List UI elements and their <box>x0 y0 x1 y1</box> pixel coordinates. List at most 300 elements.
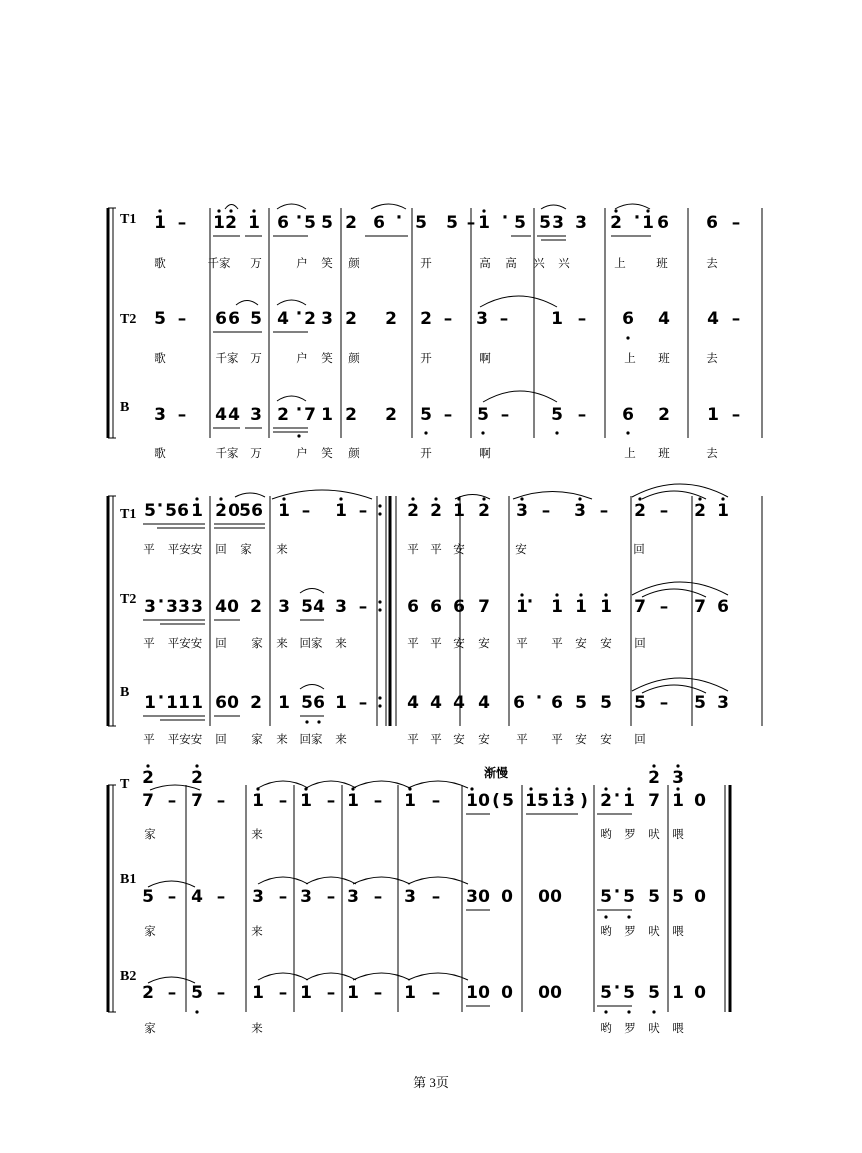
note: 0 <box>550 887 562 907</box>
note: 0 <box>694 791 706 811</box>
dotted-rhythm: · <box>395 208 403 228</box>
low-octave-dot <box>555 431 558 434</box>
note: 2 <box>694 501 706 521</box>
note: 6 <box>513 693 525 713</box>
slur-tie <box>632 484 728 497</box>
high-octave-dot <box>282 497 285 500</box>
slur-tie <box>235 493 265 497</box>
dash-hold: – <box>278 791 288 811</box>
note: 6 <box>407 597 419 617</box>
lyric: 平 <box>430 732 442 746</box>
dash-hold: – <box>659 501 669 521</box>
note: 1 <box>248 213 260 233</box>
dash-hold: – <box>499 309 509 329</box>
note: 3 <box>574 501 586 521</box>
high-octave-dot <box>195 764 198 767</box>
note: 2 <box>225 213 237 233</box>
part-label-t2: T2 <box>120 592 137 607</box>
low-octave-dot <box>317 720 320 723</box>
note: 1 <box>404 791 416 811</box>
slur-tie <box>541 205 566 209</box>
slur-tie <box>632 582 728 595</box>
note: 6 <box>453 597 465 617</box>
repeat-dot <box>378 512 381 515</box>
note: 7 <box>304 405 316 425</box>
slur-tie <box>353 877 410 884</box>
dash-hold: – <box>326 791 336 811</box>
lyric: 班 <box>658 446 670 460</box>
dotted-rhythm: · <box>156 496 164 516</box>
note: 4 <box>277 309 289 329</box>
lyric: 歌 <box>154 351 166 365</box>
lyric: 户 <box>296 446 308 460</box>
note: 5 <box>301 693 313 713</box>
lyric: 回 <box>215 732 227 746</box>
dash-hold: – <box>431 983 441 1003</box>
note: 2 <box>420 309 432 329</box>
lyric: 家 <box>240 542 252 556</box>
lyric: 喂 <box>672 827 684 841</box>
dotted-rhythm: · <box>633 208 641 228</box>
note: 6 <box>430 597 442 617</box>
lyric: 哟 <box>600 1021 612 1035</box>
lyric: 开 <box>420 446 432 460</box>
dotted-rhythm: · <box>157 592 165 612</box>
note: 5 <box>600 983 612 1003</box>
note: 2 <box>385 309 397 329</box>
part-label-b1: B1 <box>120 872 137 887</box>
note: 5 <box>623 983 635 1003</box>
lyric: 回 <box>215 542 227 556</box>
slur-tie <box>480 296 557 307</box>
lyric: 来 <box>276 732 288 746</box>
slur-tie <box>306 877 356 884</box>
slur-tie <box>300 685 324 690</box>
high-octave-dot <box>652 764 655 767</box>
lyric: 上 <box>614 256 626 270</box>
note: 5 <box>539 213 551 233</box>
note: 5 <box>144 501 156 521</box>
slur-tie <box>642 589 706 597</box>
slur-tie <box>272 490 372 499</box>
lyric: 啊 <box>479 351 491 365</box>
note: 3 <box>300 887 312 907</box>
note: 1 <box>252 791 264 811</box>
upper-note: 3 <box>672 768 684 788</box>
low-octave-dot <box>627 915 630 918</box>
high-octave-dot <box>520 593 523 596</box>
note: 0 <box>694 983 706 1003</box>
note: 5 <box>304 213 316 233</box>
dash-hold: – <box>659 597 669 617</box>
high-octave-dot <box>604 787 607 790</box>
note: 3 <box>563 791 575 811</box>
note: 2 <box>610 213 622 233</box>
lyric: 吠 <box>648 1021 660 1035</box>
repeat-dot <box>378 504 381 507</box>
lyric: 平安安 <box>167 732 203 746</box>
high-octave-dot <box>638 497 641 500</box>
note: 1 <box>252 983 264 1003</box>
note: 5 <box>301 597 313 617</box>
note: 5 <box>648 983 660 1003</box>
note: 1 <box>278 501 290 521</box>
note: 1 <box>717 501 729 521</box>
note: 1 <box>516 597 528 617</box>
lyric: 颜 <box>348 446 360 460</box>
high-octave-dot <box>195 497 198 500</box>
note: 5 <box>250 309 262 329</box>
note: 1 <box>278 693 290 713</box>
note: 1 <box>623 791 635 811</box>
lyric: 笑 <box>321 351 333 365</box>
note: 7 <box>478 597 490 617</box>
note: 4 <box>215 405 227 425</box>
lyric: 高 <box>505 256 517 270</box>
lyric: 万 <box>250 256 262 270</box>
note: 3 <box>321 309 333 329</box>
low-octave-dot <box>481 431 484 434</box>
note: 5 <box>446 213 458 233</box>
lyric: 颜 <box>348 351 360 365</box>
low-octave-dot <box>297 434 300 437</box>
lyric: 家 <box>251 636 263 650</box>
lyric: 笑 <box>321 256 333 270</box>
note: 7 <box>142 791 154 811</box>
low-octave-dot <box>626 336 629 339</box>
note: 1 <box>525 791 537 811</box>
dash-hold: – <box>167 887 177 907</box>
part-label-t1: T1 <box>120 212 137 227</box>
lyric: 平 <box>430 636 442 650</box>
note: 1 <box>551 597 563 617</box>
dash-hold: – <box>443 309 453 329</box>
lyric: 万 <box>250 446 262 460</box>
note: 5 <box>514 213 526 233</box>
note: 3 <box>552 213 564 233</box>
note: 3 <box>250 405 262 425</box>
slur-tie <box>642 685 706 693</box>
high-octave-dot <box>627 787 630 790</box>
repeat-dot <box>378 704 381 707</box>
dash-hold: – <box>301 501 311 521</box>
slur-tie <box>483 391 557 402</box>
lyric: 开 <box>420 351 432 365</box>
note: 4 <box>228 405 240 425</box>
note: 2 <box>215 501 227 521</box>
note: 6 <box>277 213 289 233</box>
dash-hold: – <box>326 983 336 1003</box>
dash-hold: – <box>431 791 441 811</box>
dash-hold: – <box>731 309 741 329</box>
slur-tie <box>353 973 410 980</box>
note: 7 <box>648 791 660 811</box>
dash-hold: – <box>466 213 476 233</box>
lyric: 平 <box>143 542 155 556</box>
low-octave-dot <box>195 1010 198 1013</box>
dotted-rhythm: · <box>613 786 621 806</box>
note: 1 <box>642 213 654 233</box>
note: 0 <box>501 887 513 907</box>
lyric: 歌 <box>154 256 166 270</box>
high-octave-dot <box>529 787 532 790</box>
high-octave-dot <box>158 209 161 212</box>
note: 0 <box>227 597 239 617</box>
lyric: 平 <box>407 636 419 650</box>
lyric: 吠 <box>648 827 660 841</box>
lyric: 哟 <box>600 827 612 841</box>
lyric: 上 <box>624 351 636 365</box>
note: 2 <box>277 405 289 425</box>
dash-hold: – <box>167 791 177 811</box>
note: 6 <box>551 693 563 713</box>
low-octave-dot <box>627 1010 630 1013</box>
dash-hold: – <box>577 309 587 329</box>
lyric: 家 <box>144 924 156 938</box>
note: 1 <box>453 501 465 521</box>
note: 0 <box>538 887 550 907</box>
high-octave-dot <box>217 209 220 212</box>
lyric: 安 <box>575 636 587 650</box>
note: 2 <box>250 597 262 617</box>
note: 2 <box>345 213 357 233</box>
high-octave-dot <box>555 593 558 596</box>
dash-hold: – <box>326 887 336 907</box>
lyric: 兴 <box>533 256 545 270</box>
note: 4 <box>215 597 227 617</box>
slur-tie <box>408 877 468 884</box>
lyric: 安 <box>515 542 527 556</box>
lyric: 户 <box>296 351 308 365</box>
note: 5 <box>634 693 646 713</box>
dash-hold: – <box>659 693 669 713</box>
note: 6 <box>622 405 634 425</box>
dotted-rhythm: · <box>295 400 303 420</box>
lyric: 安 <box>478 636 490 650</box>
lyric: 兴 <box>558 256 570 270</box>
high-octave-dot <box>676 764 679 767</box>
lyric: 歌 <box>154 446 166 460</box>
note: 1 <box>347 983 359 1003</box>
dash-hold: – <box>358 597 368 617</box>
slur-tie <box>300 589 324 594</box>
dash-hold: – <box>278 887 288 907</box>
dash-hold: – <box>373 791 383 811</box>
high-octave-dot <box>482 497 485 500</box>
note: 1 <box>300 791 312 811</box>
dash-hold: – <box>577 405 587 425</box>
note: 3 <box>347 887 359 907</box>
upper-note: 2 <box>191 768 203 788</box>
repeat-dot <box>378 600 381 603</box>
dotted-rhythm: · <box>157 688 165 708</box>
note: 2 <box>634 501 646 521</box>
lyric: 安 <box>478 732 490 746</box>
note: 6 <box>373 213 385 233</box>
note: 5 <box>142 887 154 907</box>
note: 1 <box>672 983 684 1003</box>
note: 0 <box>694 887 706 907</box>
dash-hold: – <box>216 791 226 811</box>
lyric: 家 <box>251 732 263 746</box>
note: 2 <box>658 405 670 425</box>
dash-hold: – <box>731 405 741 425</box>
note: 1 <box>478 213 490 233</box>
note: 5 <box>600 693 612 713</box>
slur-tie <box>225 205 238 210</box>
note: 1 <box>707 405 719 425</box>
note: 7 <box>634 597 646 617</box>
note: 2 <box>407 501 419 521</box>
lyric: 平 <box>516 636 528 650</box>
lyric: 千家 <box>215 351 239 365</box>
lyric: 颜 <box>348 256 360 270</box>
dash-hold: – <box>541 501 551 521</box>
lyric: 罗 <box>624 827 636 841</box>
note: 1 <box>600 597 612 617</box>
note: 2 <box>478 501 490 521</box>
note: 5 <box>648 887 660 907</box>
lyric: 回家 <box>299 732 323 746</box>
note: 4 <box>453 693 465 713</box>
note: 5 <box>420 405 432 425</box>
note: 1 <box>347 791 359 811</box>
lyric: 平 <box>407 732 419 746</box>
high-octave-dot <box>434 497 437 500</box>
dotted-rhythm: · <box>295 208 303 228</box>
dash-hold: – <box>431 887 441 907</box>
lyric: 平 <box>551 636 563 650</box>
part-label-b: B <box>120 400 130 415</box>
note: ( <box>492 791 500 811</box>
note: 6 <box>706 213 718 233</box>
lyric: 来 <box>251 827 263 841</box>
note: 4 <box>430 693 442 713</box>
note: 3 <box>178 597 190 617</box>
lyric: 喂 <box>672 1021 684 1035</box>
lyric: 回 <box>215 636 227 650</box>
note: 1 <box>466 983 478 1003</box>
note: 2 <box>600 791 612 811</box>
note: 5 <box>694 693 706 713</box>
note: 6 <box>657 213 669 233</box>
slur-tie <box>642 491 706 499</box>
dash-hold: – <box>216 887 226 907</box>
note: 5 <box>623 887 635 907</box>
low-octave-dot <box>305 720 308 723</box>
high-octave-dot <box>567 787 570 790</box>
lyric: 户 <box>296 256 308 270</box>
upper-note: 2 <box>648 768 660 788</box>
high-octave-dot <box>698 497 701 500</box>
note: 1 <box>335 501 347 521</box>
note: ) <box>580 791 588 811</box>
repeat-dot <box>378 608 381 611</box>
high-octave-dot <box>555 787 558 790</box>
high-octave-dot <box>520 497 523 500</box>
note: 6 <box>177 501 189 521</box>
lyric: 罗 <box>624 1021 636 1035</box>
lyric: 回 <box>633 542 645 556</box>
lyric: 罗 <box>624 924 636 938</box>
dash-hold: – <box>358 501 368 521</box>
dash-hold: – <box>278 983 288 1003</box>
lyric: 安 <box>600 636 612 650</box>
dotted-rhythm: · <box>613 978 621 998</box>
page-number: 第 3页 <box>413 1075 449 1090</box>
note: 5 <box>551 405 563 425</box>
note: 0 <box>227 693 239 713</box>
lyric: 回家 <box>299 636 323 650</box>
note: 6 <box>313 693 325 713</box>
high-octave-dot <box>646 209 649 212</box>
part-label-t1: T1 <box>120 507 137 522</box>
lyric: 哟 <box>600 924 612 938</box>
note: 6 <box>717 597 729 617</box>
note: 0 <box>478 791 490 811</box>
note: 1 <box>672 791 684 811</box>
note: 1 <box>575 597 587 617</box>
slur-tie <box>306 781 356 788</box>
note: 0 <box>478 887 490 907</box>
lyric: 啊 <box>479 446 491 460</box>
lyric: 平 <box>516 732 528 746</box>
tempo-marking: 渐慢 <box>483 766 509 780</box>
note: 4 <box>191 887 203 907</box>
dotted-rhythm: · <box>535 688 543 708</box>
slur-tie <box>258 781 308 788</box>
lyric: 去 <box>706 351 718 365</box>
note: 0 <box>478 983 490 1003</box>
note: 1 <box>191 693 203 713</box>
note: 3 <box>404 887 416 907</box>
dotted-rhythm: · <box>295 304 303 324</box>
note: 3 <box>466 887 478 907</box>
lyric: 喂 <box>672 924 684 938</box>
note: 1 <box>154 213 166 233</box>
low-octave-dot <box>604 1010 607 1013</box>
note: 2 <box>250 693 262 713</box>
note: 5 <box>672 887 684 907</box>
slur-tie <box>258 877 308 884</box>
high-octave-dot <box>470 787 473 790</box>
lyric: 高 <box>479 256 491 270</box>
note: 5 <box>477 405 489 425</box>
note: 0 <box>501 983 513 1003</box>
dash-hold: – <box>167 983 177 1003</box>
note: 4 <box>707 309 719 329</box>
note: 4 <box>407 693 419 713</box>
slur-tie <box>306 973 356 980</box>
lyric: 安 <box>600 732 612 746</box>
lyric: 平安安 <box>167 542 203 556</box>
note: 1 <box>166 693 178 713</box>
lyric: 平 <box>143 636 155 650</box>
lyric: 来 <box>251 924 263 938</box>
high-octave-dot <box>146 764 149 767</box>
note: 1 <box>551 309 563 329</box>
note: 0 <box>538 983 550 1003</box>
note: 3 <box>191 597 203 617</box>
lyric: 吠 <box>648 924 660 938</box>
note: 1 <box>191 501 203 521</box>
note: 6 <box>622 309 634 329</box>
note: 6 <box>251 501 263 521</box>
slur-tie <box>615 204 650 209</box>
high-octave-dot <box>229 209 232 212</box>
lyric: 安 <box>453 542 465 556</box>
slur-tie <box>353 781 410 788</box>
